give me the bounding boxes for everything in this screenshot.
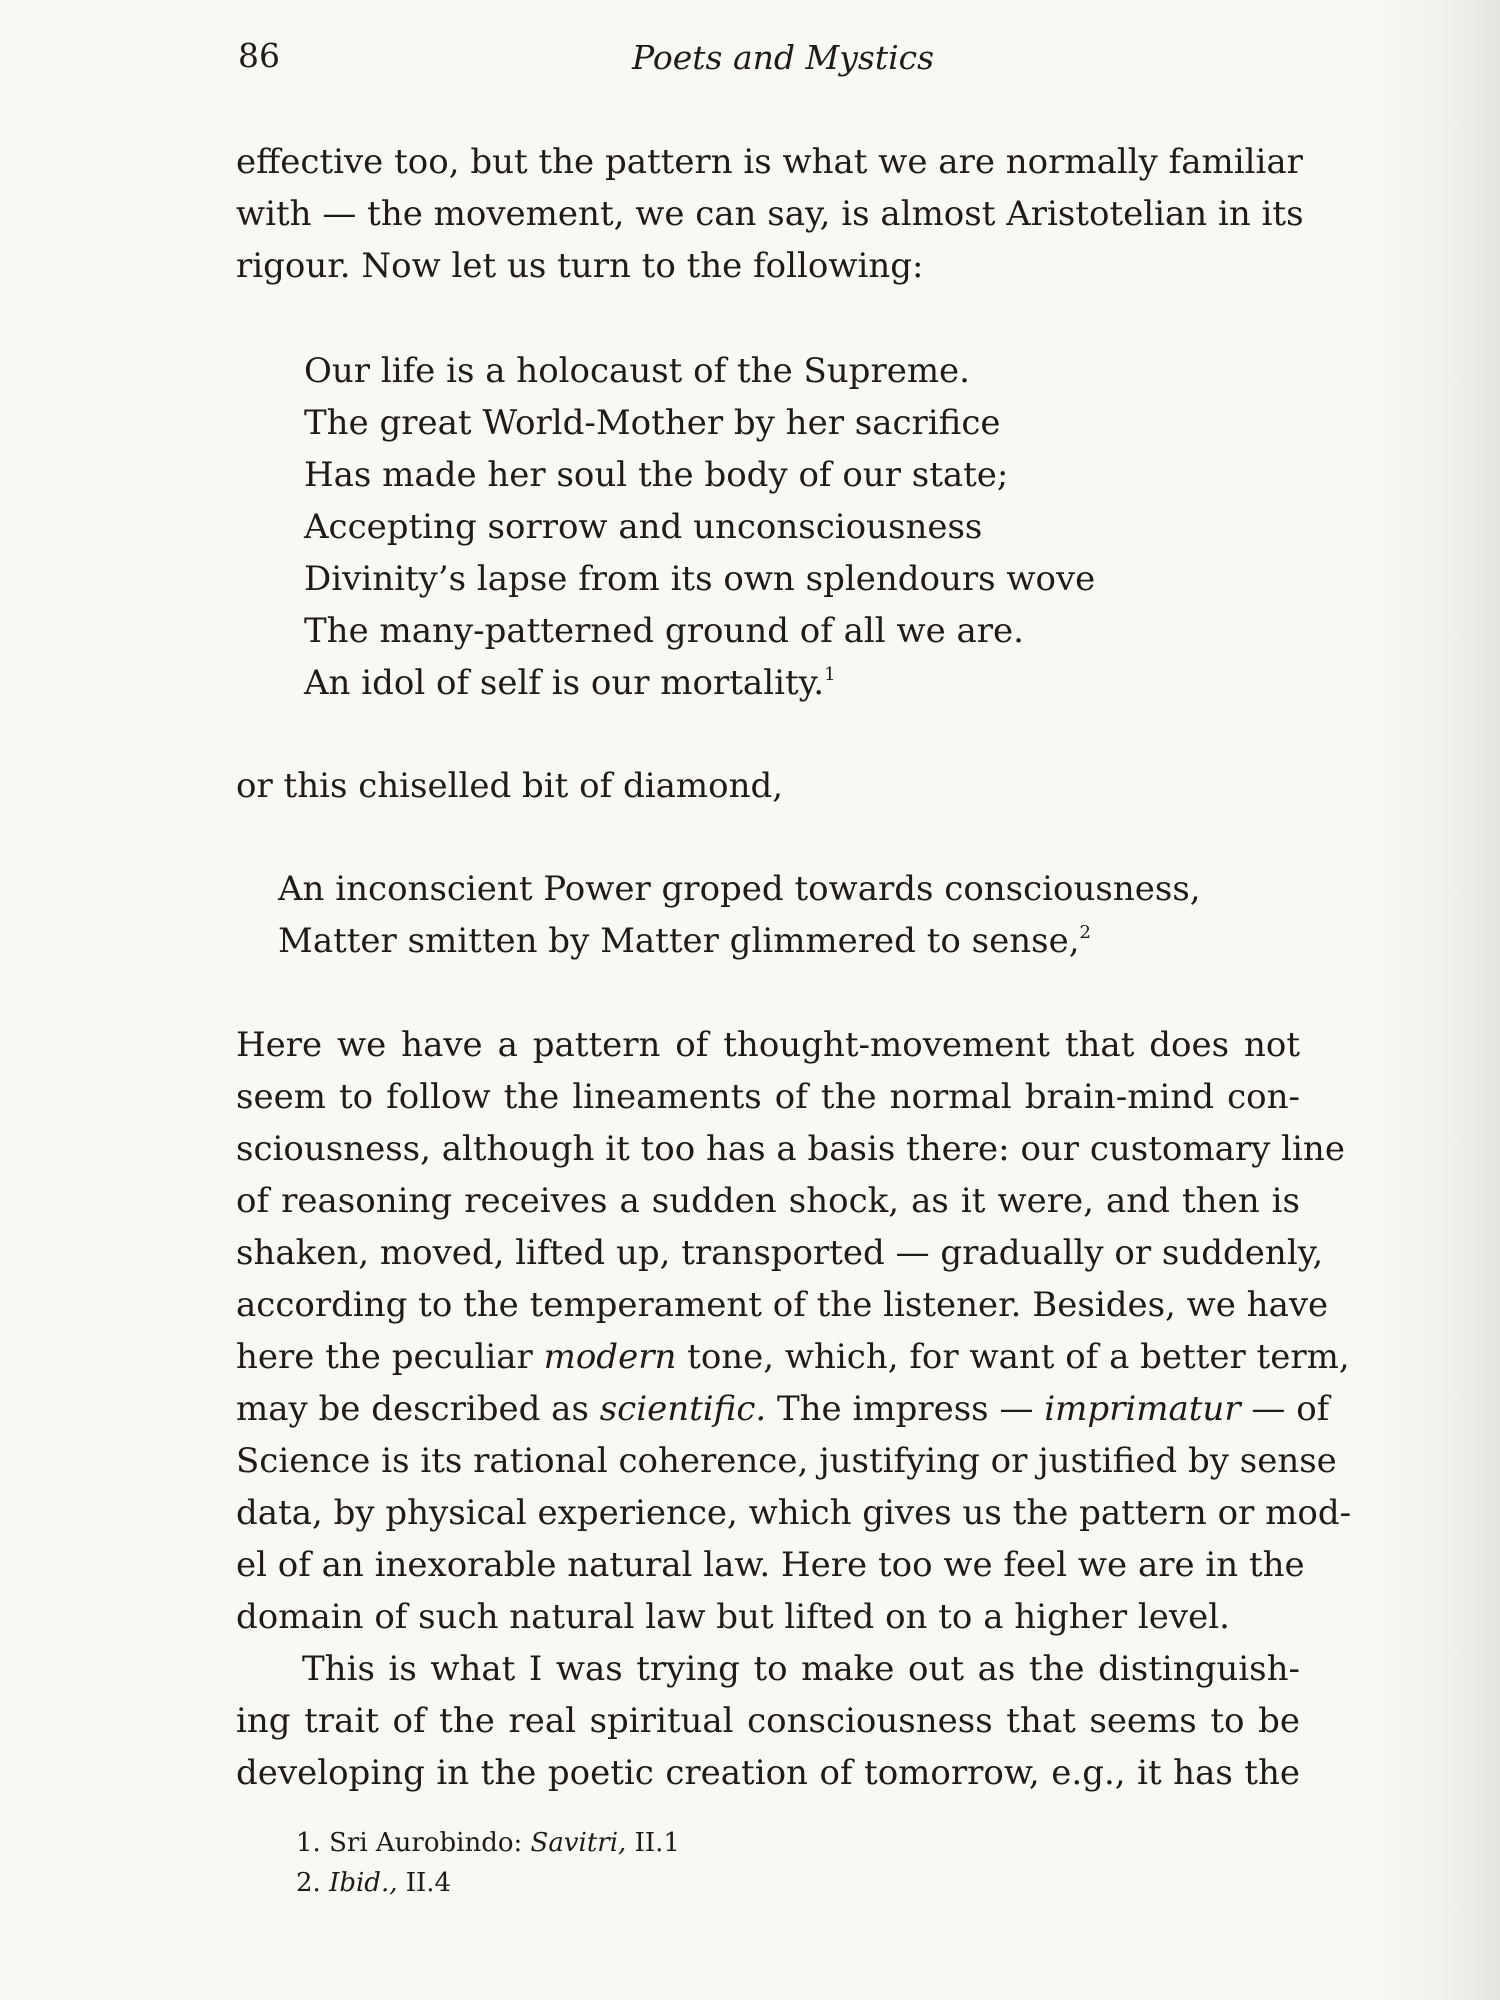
verse-line-text: Matter smitten by Matter glimmered to sense,: [278, 921, 1080, 961]
page-number: 86: [238, 36, 280, 75]
footnote-text: II.1: [626, 1828, 680, 1858]
text-line: el of an inexorable natural law. Here too we feel we are in the: [236, 1545, 1305, 1585]
text-line: with — the movement, we can say, is almost Aristotelian in its: [236, 194, 1304, 234]
italic-run: imprimatur: [1044, 1389, 1241, 1429]
verse-line: The many-patterned ground of all we are.: [304, 611, 1024, 651]
text-line: seem to follow the lineaments of the normal brain-mind con-: [236, 1077, 1300, 1117]
text-line: sciousness, although it too has a basis there: our customary line: [236, 1129, 1345, 1169]
page-edge-shadow: [1370, 0, 1500, 2000]
footnote-number: 1.: [296, 1828, 321, 1858]
verse-line: Accepting sorrow and unconsciousness: [304, 507, 983, 547]
verse-line: Divinity’s lapse from its own splendours wove: [304, 559, 1096, 599]
footnote-text: II.4: [397, 1868, 452, 1898]
footnote-text: Sri Aurobindo:: [329, 1828, 531, 1858]
text-line: of reasoning receives a sudden shock, as it were, and then is: [236, 1181, 1300, 1221]
verse-line: An inconscient Power groped towards consciousness,: [278, 869, 1201, 909]
italic-run: scientific.: [599, 1389, 767, 1429]
footnote-italic: Ibid.,: [329, 1868, 398, 1898]
verse-line: The great World-Mother by her sacrifice: [304, 403, 1001, 443]
verse-line-text: An idol of self is our mortality.: [304, 663, 825, 703]
verse-line-last: [304, 657, 836, 709]
text-run: may be described as: [236, 1389, 600, 1429]
text-line: according to the temperament of the listener. Besides, we have: [236, 1285, 1329, 1325]
verse-line: Has made her soul the body of our state;: [304, 455, 1009, 495]
text-line-mixed: [236, 1331, 1350, 1383]
footnote-1: [296, 1823, 680, 1863]
text-line: domain of such natural law but lifted on to a higher level.: [236, 1597, 1230, 1637]
text-line: effective too, but the pattern is what we are normally familiar: [236, 142, 1303, 182]
footnote-2: [296, 1863, 451, 1903]
text-line: ing trait of the real spiritual consciousness that seems to be: [236, 1701, 1300, 1741]
text-line: data, by physical experience, which gives us the pattern or mod-: [236, 1493, 1352, 1533]
text-run: tone, which, for want of a better term,: [676, 1337, 1350, 1377]
footnote-ref-2: 2: [1079, 922, 1091, 943]
text-run: — of: [1240, 1389, 1330, 1429]
footnote-italic: Savitri,: [530, 1828, 627, 1858]
verse-line: Our life is a holocaust of the Supreme.: [304, 351, 970, 391]
text-line: Science is its rational coherence, justifying or justified by sense: [236, 1441, 1337, 1481]
text-run: here the peculiar: [236, 1337, 544, 1377]
footnote-ref-1: 1: [824, 664, 836, 685]
italic-run: modern: [543, 1337, 677, 1377]
footnote-number: 2.: [296, 1868, 321, 1898]
text-line: Here we have a pattern of thought-movement that does not: [236, 1025, 1300, 1065]
text-run: The impress —: [766, 1389, 1045, 1429]
text-line: This is what I was trying to make out as the distinguish-: [302, 1649, 1300, 1689]
text-line: rigour. Now let us turn to the following:: [236, 246, 924, 286]
running-title: Poets and Mystics: [632, 38, 935, 77]
text-line: shaken, moved, lifted up, transported — gradually or suddenly,: [236, 1233, 1324, 1273]
text-line: developing in the poetic creation of tomorrow, e.g., it has the: [236, 1753, 1300, 1793]
bridge-line: or this chiselled bit of diamond,: [236, 766, 784, 806]
text-line-mixed: [236, 1383, 1330, 1435]
verse-line-last: [278, 915, 1091, 967]
